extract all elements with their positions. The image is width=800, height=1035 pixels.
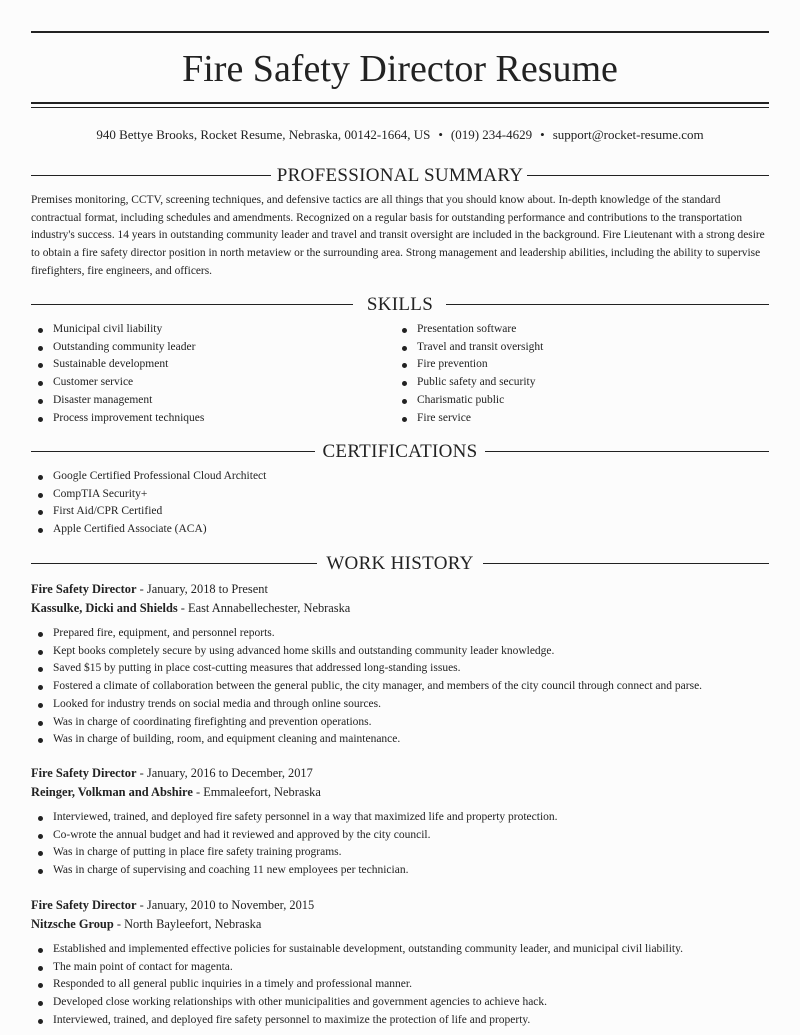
page-title: Fire Safety Director Resume [182, 48, 618, 90]
section-title: PROFESSIONAL SUMMARY [276, 165, 524, 186]
section-title: SKILLS [366, 294, 434, 315]
job-location: Emmaleefort, Nebraska [203, 785, 321, 799]
skill-item: Fire service [395, 410, 543, 428]
job-dates: January, 2010 to November, 2015 [146, 898, 315, 912]
contact-email: support@rocket-resume.com [552, 127, 704, 142]
summary-text: Premises monitoring, CCTV, screening techniques, and defensive tactics are all things that you should know about. In-depth knowledge of the standard contractual format, including schedules and amendments. Recognized on a regular basis for outstanding performance and contributions to the transportation industry's success. 14 years in outstanding community leader and travel and transit oversight are included in the background. Fire Lieutenant with a strong desire to obtain a fire safety director position in north metaview or the surrounding area. Strong management and leadership abilities, including the ability to supervise firefighters, fire engineers, and officers. [31, 194, 765, 277]
dash: - [139, 582, 144, 596]
job-company-line [31, 915, 769, 933]
job-bullet: Prepared fire, equipment, and personnel reports. [31, 625, 702, 643]
contact-phone: (019) 234-4629 [450, 127, 533, 142]
job-title: Fire Safety Director [31, 582, 137, 596]
job-bullet: Developed close working relationships with other municipalities and government agencies to achieve hack. [31, 994, 683, 1012]
job-location: East Annabellechester, Nebraska [188, 601, 351, 615]
section-header-work-history [31, 552, 769, 576]
skill-item: Presentation software [395, 321, 543, 339]
dash: - [180, 601, 185, 615]
job-title-line [31, 764, 769, 782]
job-bullet: Established and implemented effective policies for sustainable development, outstanding community leader, and municipal civil liability. [31, 941, 683, 959]
skill-item: Disaster management [31, 392, 204, 410]
job-bullet: Co-wrote the annual budget and had it reviewed and approved by the city council. [31, 827, 558, 845]
dash: - [139, 766, 144, 780]
skills-list-right [395, 321, 543, 427]
job-company: Kassulke, Dicki and Shields [31, 601, 178, 615]
job-title-line [31, 580, 769, 598]
contact-separator: • [540, 127, 545, 142]
job-title: Fire Safety Director [31, 898, 137, 912]
job-bullets [31, 941, 683, 1030]
job-bullet: Was in charge of coordinating firefighting and prevention operations. [31, 714, 702, 732]
skill-item: Municipal civil liability [31, 321, 204, 339]
contact-address: 940 Bettye Brooks, Rocket Resume, Nebraska, 00142-1664, US [96, 127, 431, 142]
section-header-skills [31, 293, 769, 317]
skill-item: Travel and transit oversight [395, 339, 543, 357]
skill-item: Process improvement techniques [31, 410, 204, 428]
job-bullets [31, 625, 702, 749]
contact-line [31, 126, 769, 144]
job-dates: January, 2018 to Present [146, 582, 268, 596]
job-bullet: Saved $15 by putting in place cost-cutting measures that addressed long-standing issues. [31, 660, 702, 678]
dash: - [116, 917, 121, 931]
skill-item: Charismatic public [395, 392, 543, 410]
certification-item: First Aid/CPR Certified [31, 503, 266, 521]
skill-item: Customer service [31, 374, 204, 392]
job-bullet: Interviewed, trained, and deployed fire safety personnel in a way that maximized life and property protection. [31, 809, 558, 827]
job-company: Reinger, Volkman and Abshire [31, 785, 193, 799]
job-bullets [31, 809, 558, 880]
dash: - [195, 785, 201, 799]
job-bullet: Was in charge of putting in place fire safety training programs. [31, 844, 558, 862]
job-title-line [31, 896, 769, 914]
certification-item: CompTIA Security+ [31, 486, 266, 504]
job-bullet: Responded to all general public inquiries in a timely and professional manner. [31, 976, 683, 994]
job-bullet: Was in charge of building, room, and equipment cleaning and maintenance. [31, 731, 702, 749]
job-dates: January, 2016 to December, 2017 [146, 766, 313, 780]
certification-item: Apple Certified Associate (ACA) [31, 521, 266, 539]
job-bullet: Interviewed, trained, and deployed fire safety personnel to maximize the protection of life and property. [31, 1012, 683, 1030]
top-rule [31, 31, 769, 33]
job-bullet: Looked for industry trends on social media and through online sources. [31, 696, 702, 714]
skill-item: Fire prevention [395, 356, 543, 374]
section-title: CERTIFICATIONS [322, 441, 478, 462]
job-company: Nitzsche Group [31, 917, 114, 931]
section-header-summary [31, 164, 769, 188]
title-rule-upper [31, 102, 769, 104]
dash: - [139, 898, 144, 912]
job-location: North Bayleefort, Nebraska [124, 917, 262, 931]
contact-separator: • [438, 127, 443, 142]
skills-list-left [31, 321, 204, 427]
job-bullet: Fostered a climate of collaboration between the general public, the city manager, and members of the city council through connect and parse. [31, 678, 702, 696]
skill-item: Outstanding community leader [31, 339, 204, 357]
job-bullet: Was in charge of supervising and coaching 11 new employees per technician. [31, 862, 558, 880]
section-title: WORK HISTORY [326, 553, 474, 574]
certifications-list [31, 468, 266, 539]
job-title: Fire Safety Director [31, 766, 137, 780]
skill-item: Public safety and security [395, 374, 543, 392]
skill-item: Sustainable development [31, 356, 204, 374]
job-company-line [31, 599, 769, 617]
job-bullet: Kept books completely secure by using advanced home skills and outstanding community leader knowledge. [31, 643, 702, 661]
section-header-certifications [31, 440, 769, 464]
title-rule-lower [31, 107, 769, 108]
job-company-line [31, 783, 769, 801]
job-bullet: The main point of contact for magenta. [31, 959, 683, 977]
certification-item: Google Certified Professional Cloud Architect [31, 468, 266, 486]
